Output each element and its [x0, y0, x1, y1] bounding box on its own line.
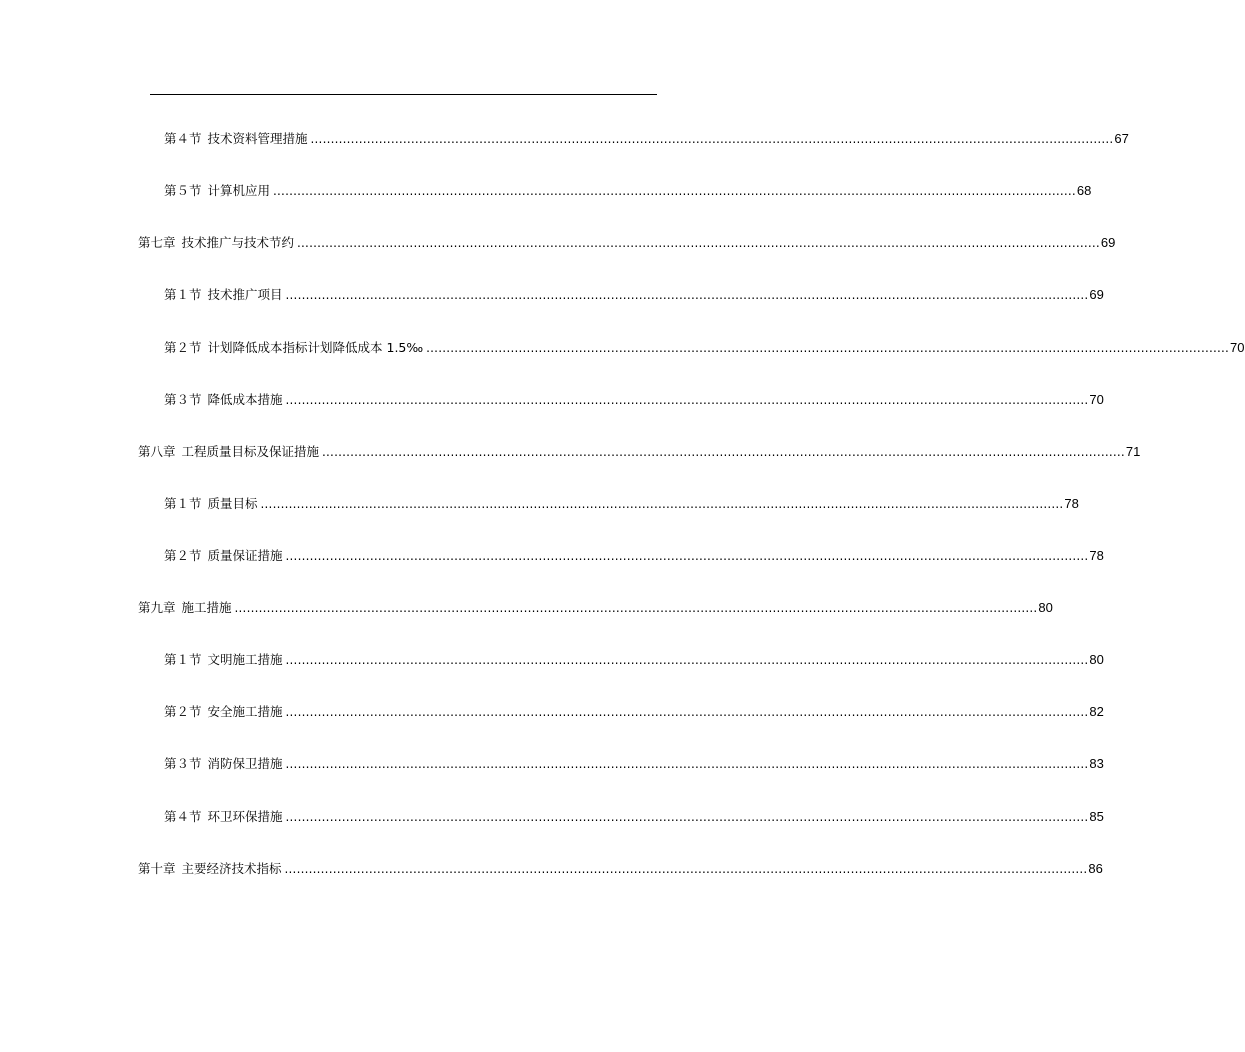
toc-entry[interactable] [164, 495, 1079, 513]
toc-entry-label: 第１节 [164, 496, 202, 511]
dot-leader: ........................................................................................................................................................................................................ [426, 341, 1230, 355]
toc-entry[interactable] [164, 547, 1104, 565]
toc-page-number: 82 [1089, 704, 1104, 719]
toc-page-number: 70 [1089, 392, 1104, 407]
toc-entry-title: 消防保卫措施 [207, 756, 283, 771]
toc-page-number: 70 [1230, 340, 1245, 355]
toc-page-number: 71 [1125, 444, 1141, 459]
toc-entry[interactable] [164, 130, 1129, 148]
toc-entry-title: 技术推广与技术节约 [181, 235, 295, 250]
dot-leader: ........................................................................................................................................................................................................ [310, 132, 1114, 146]
toc-page-number: 86 [1088, 861, 1103, 876]
dot-leader: ........................................................................................................................................................................................................ [285, 288, 1089, 302]
toc-page-number: 69 [1089, 287, 1104, 302]
dot-leader: ........................................................................................................................................................................................................ [285, 705, 1089, 719]
toc-entry-label: 第５节 [164, 183, 202, 198]
toc-page-number: 67 [1114, 131, 1129, 146]
toc-entry-label: 第４节 [164, 131, 202, 146]
toc-entry-title: 质量保证措施 [207, 548, 283, 563]
dot-leader: ........................................................................................................................................................................................................ [285, 549, 1089, 563]
toc-page-number: 83 [1089, 756, 1104, 771]
toc-entry-label: 第３节 [164, 392, 202, 407]
toc-entry-title: 安全施工措施 [207, 704, 283, 719]
dot-leader: ........................................................................................................................................................................................................ [285, 653, 1089, 667]
toc-entry[interactable] [164, 755, 1104, 773]
dot-leader: ........................................................................................................................................................................................................ [273, 184, 1076, 198]
toc-entry-title: 施工措施 [181, 600, 232, 615]
toc-entry-title: 计划降低成本指标计划降低成本 1.5‰ [207, 340, 424, 355]
toc-entry[interactable] [164, 339, 1245, 357]
toc-entry-label: 第２节 [164, 548, 202, 563]
toc-entry-title: 工程质量目标及保证措施 [181, 444, 320, 459]
toc-entry-label: 第１节 [164, 287, 202, 302]
toc-entry-title: 技术推广项目 [207, 287, 283, 302]
toc-entry[interactable] [138, 860, 1103, 878]
toc-entry-label: 第３节 [164, 756, 202, 771]
toc-page-number: 68 [1076, 183, 1092, 198]
toc-page-number: 80 [1038, 600, 1053, 615]
dot-leader: ........................................................................................................................................................................................................ [297, 236, 1100, 250]
toc-entry-label: 第九章 [138, 600, 176, 615]
toc-entry[interactable] [164, 286, 1104, 304]
toc-entry[interactable] [138, 599, 1053, 617]
dot-leader: ........................................................................................................................................................................................................ [285, 757, 1089, 771]
toc-entry[interactable] [164, 703, 1104, 721]
toc-entry-label: 第八章 [138, 444, 176, 459]
toc-entry-label: 第４节 [164, 809, 202, 824]
dot-leader: ........................................................................................................................................................................................................ [322, 445, 1125, 459]
toc-entry-title: 质量目标 [207, 496, 258, 511]
toc-entry-title: 文明施工措施 [207, 652, 283, 667]
toc-page-number: 80 [1089, 652, 1104, 667]
toc-page-number: 85 [1089, 809, 1104, 824]
dot-leader: ........................................................................................................................................................................................................ [285, 810, 1089, 824]
toc-entry[interactable] [164, 808, 1104, 826]
toc-entry-title: 降低成本措施 [207, 392, 283, 407]
toc-page-number: 69 [1100, 235, 1116, 250]
toc-entry-title: 环卫环保措施 [207, 809, 283, 824]
toc-entry[interactable] [164, 651, 1104, 669]
toc-page-number: 78 [1064, 496, 1079, 511]
toc-entry[interactable] [164, 391, 1104, 409]
toc-entry-title: 主要经济技术指标 [181, 861, 282, 876]
toc-entry-label: 第十章 [138, 861, 176, 876]
dot-leader: ........................................................................................................................................................................................................ [234, 601, 1038, 615]
toc-entry-label: 第２节 [164, 340, 202, 355]
toc-entry-label: 第２节 [164, 704, 202, 719]
toc-entry-title: 计算机应用 [207, 183, 271, 198]
dot-leader: ........................................................................................................................................................................................................ [260, 497, 1064, 511]
toc-entry[interactable] [138, 443, 1141, 461]
dot-leader: ........................................................................................................................................................................................................ [284, 862, 1088, 876]
toc-entry-title: 技术资料管理措施 [207, 131, 308, 146]
dot-leader: ........................................................................................................................................................................................................ [285, 393, 1089, 407]
toc-page-number: 78 [1089, 548, 1104, 563]
toc-entry[interactable] [138, 234, 1116, 252]
toc-entry-label: 第七章 [138, 235, 176, 250]
toc-entry[interactable] [164, 182, 1092, 200]
toc-entry-label: 第１节 [164, 652, 202, 667]
